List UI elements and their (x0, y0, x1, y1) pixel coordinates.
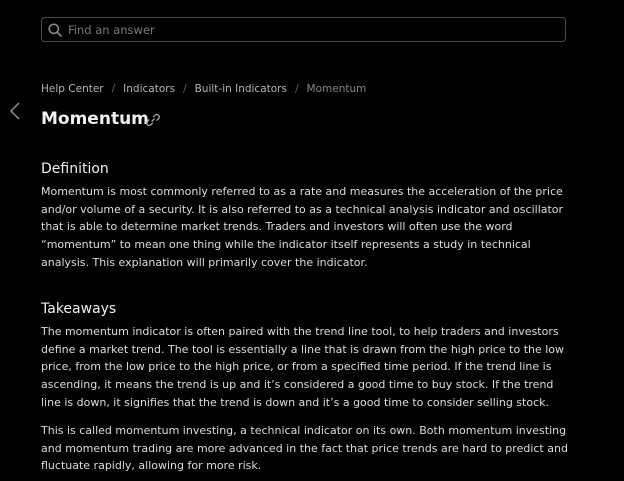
takeaways-heading: Takeaways (41, 301, 117, 317)
breadcrumb-separator: / (111, 83, 116, 95)
page-title: Momentum (41, 109, 149, 129)
breadcrumb-separator: / (294, 83, 299, 95)
breadcrumb-help-center[interactable]: Help Center (41, 83, 104, 95)
definition-heading: Definition (41, 161, 109, 177)
takeaways-paragraph-2: This is called momentum investing, a technical indicator on its own. Both momentum investing and momentum trading are more advanced in the fact that price trends are hard to predict and fluctuate rapidly, allowing for more risk. (41, 424, 568, 473)
search-box[interactable] (41, 17, 566, 42)
chevron-left-icon[interactable] (8, 101, 22, 121)
breadcrumb (41, 82, 366, 96)
breadcrumb-current: Momentum (306, 83, 367, 95)
definition-paragraph: Momentum is most commonly referred to as a rate and measures the acceleration of the price and/or volume of a security. It is also referred to as a technical analysis indicator and oscillator that is able to determine market trends. Traders and investors will often use the word “momentum” to mean one thing while the indicator itself represents a study in technical analysis. This explanation will primarily cover the indicator. (41, 185, 564, 269)
link-icon[interactable] (145, 112, 161, 128)
search-input[interactable] (68, 21, 548, 39)
search-icon (48, 23, 62, 37)
takeaways-paragraph-1: The momentum indicator is often paired with the trend line tool, to help traders and investors define a market trend. The tool is essentially a line that is drawn from the high price to the low price, from the low price to the high price, or from a specified time period. If the trend line is ascending, it means the trend is up and it’s considered a good time to buy stock. If the trend line is down, it signifies that the trend is down and it’s a good time to consider selling stock. (41, 325, 565, 409)
breadcrumb-indicators[interactable]: Indicators (123, 83, 176, 95)
breadcrumb-separator: / (183, 83, 187, 95)
breadcrumb-built-in-indicators[interactable]: Built-in Indicators (194, 83, 287, 95)
